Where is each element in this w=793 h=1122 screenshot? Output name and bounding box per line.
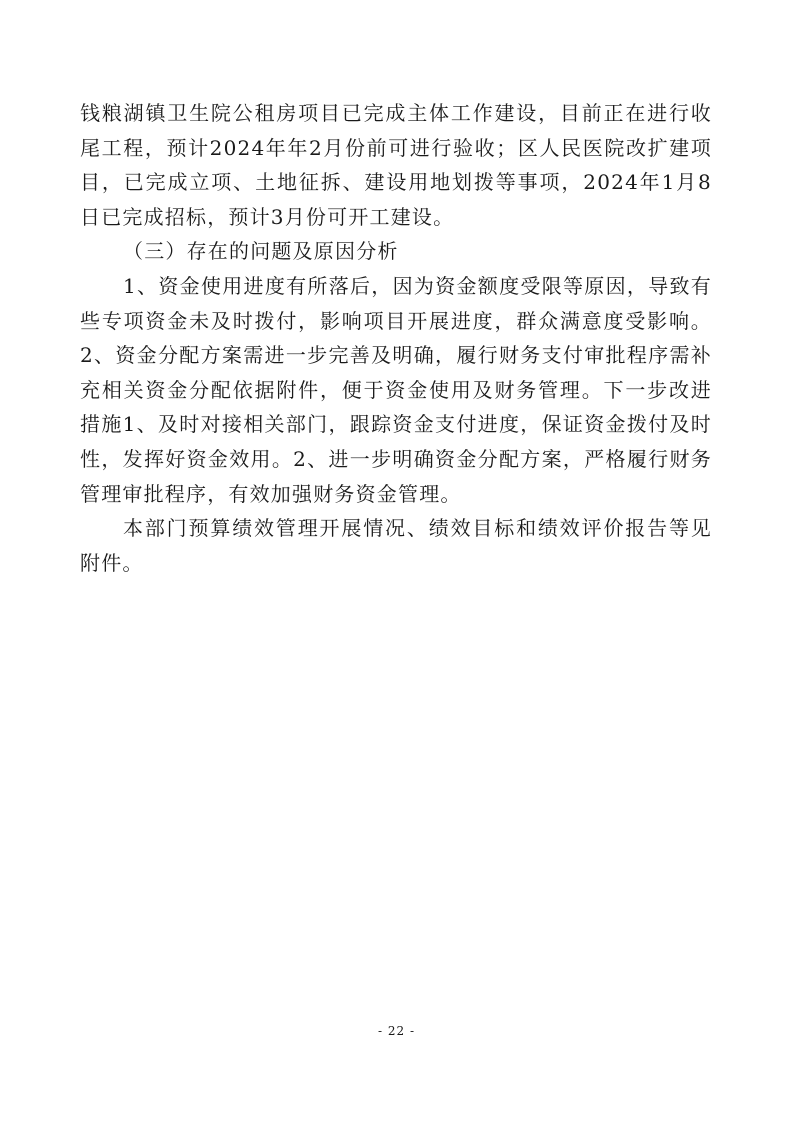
section-heading: （三）存在的问题及原因分析 (123, 239, 399, 264)
document-body (80, 96, 712, 580)
paragraph-attachment-note: 本部门预算绩效管理开展情况、绩效目标和绩效评价报告等见附件。 (80, 516, 712, 575)
page-number: - 22 - (377, 1024, 415, 1038)
paragraph-project-progress: 钱粮湖镇卫生院公租房项目已完成主体工作建设，目前正在进行收尾工程，预计2024年年2月份前可进行验收；区人民医院改扩建项目，已完成立项、土地征拆、建设用地划拨等事项，2024年1月8日已完成招标，预计3月份可开工建设。 (80, 101, 712, 229)
paragraph-problems-analysis: 1、资金使用进度有所落后，因为资金额度受限等原因，导致有些专项资金未及时拨付，影响项目开展进度，群众满意度受影响。2、资金分配方案需进一步完善及明确，履行财务支付审批程序需补充相关资金分配依据附件，便于资金使用及财务管理。下一步改进措施1、及时对接相关部门，跟踪资金支付进度，保证资金拨付及时性，发挥好资金效用。2、进一步明确资金分配方案，严格履行财务管理审批程序，有效加强财务资金管理。 (80, 273, 712, 506)
